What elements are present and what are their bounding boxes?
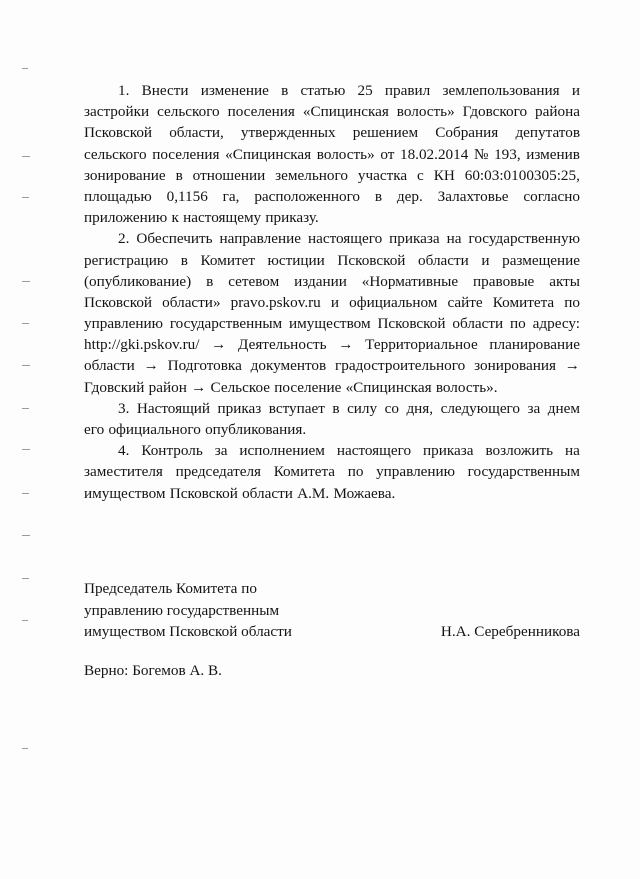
paragraph-line: сельского поселения «Спицинская волость» от 18.02.2014 № 193, изменив <box>84 145 580 163</box>
scan-mark <box>22 197 29 198</box>
paragraph-line: http://gki.pskov.ru/ → Деятельность → Территориальное планирование <box>84 336 580 354</box>
paragraph-line: Гдовский район → Сельское поселение «Спицинская волость». <box>84 378 498 396</box>
paragraph-1 <box>84 80 580 228</box>
paragraph-line: его официального опубликования. <box>84 421 307 438</box>
paragraph-line: застройки сельского поселения «Спицинская волость» Гдовского района <box>84 103 580 121</box>
signature-position-line: Председатель Комитета по <box>84 580 257 597</box>
paragraph-line: регистрацию в Комитет юстиции Псковской области и размещение <box>84 251 580 269</box>
signature-position-line: управлению государственным <box>84 601 280 619</box>
scan-mark <box>22 493 29 494</box>
scan-mark <box>22 535 30 536</box>
paragraph-3 <box>84 398 580 440</box>
verification-note: Верно: Богемов А. В. <box>84 662 222 679</box>
scan-mark <box>22 156 30 157</box>
scan-mark <box>22 578 29 579</box>
scan-mark <box>22 408 29 409</box>
paragraph-line: приложению к настоящему приказу. <box>84 209 319 227</box>
paragraph-line: 2. Обеспечить направление настоящего приказа на государственную <box>118 230 580 248</box>
paragraph-line: 3. Настоящий приказ вступает в силу со дня, следующего за днем <box>118 399 580 417</box>
paragraph-line: управлению государственным имуществом Псковской области по адресу: <box>84 315 580 333</box>
signatory-name: Н.А. Серебренникова <box>440 623 580 640</box>
paragraph-line: области → Подготовка документов градостроительного зонирования → <box>84 357 580 375</box>
paragraph-line: 1. Внести изменение в статью 25 правил землепользования и <box>118 82 580 99</box>
paragraph-line: заместителя председателя Комитета по управлению государственным <box>84 463 580 481</box>
signature-position-line: имуществом Псковской области <box>84 623 292 640</box>
paragraph-line: Псковской области, утвержденных решением Собрания депутатов <box>84 124 580 142</box>
paragraph-line: площадью 0,1156 га, расположенного в дер. Залахтовье согласно <box>84 187 580 205</box>
scan-mark <box>22 449 30 450</box>
scan-mark <box>22 323 29 324</box>
paragraph-2 <box>84 228 580 398</box>
paragraph-line: (опубликование) в сетевом издании «Нормативные правовые акты <box>84 272 580 290</box>
scan-mark <box>22 68 28 69</box>
paragraph-line: имуществом Псковской области А.М. Можаева. <box>84 484 396 502</box>
paragraph-line: зонирование в отношении земельного участка с КН 60:03:0100305:25, <box>84 166 580 184</box>
paragraph-line: 4. Контроль за исполнением настоящего приказа возложить на <box>118 442 580 460</box>
scan-mark <box>22 365 30 366</box>
paragraph-line: Псковской области» pravo.pskov.ru и официальном сайте Комитета по <box>84 293 580 311</box>
scan-mark <box>22 620 28 621</box>
signature-block <box>84 578 580 643</box>
order-body <box>84 80 580 504</box>
scan-mark <box>22 748 28 749</box>
scan-mark <box>22 281 30 282</box>
paragraph-4 <box>84 440 580 504</box>
